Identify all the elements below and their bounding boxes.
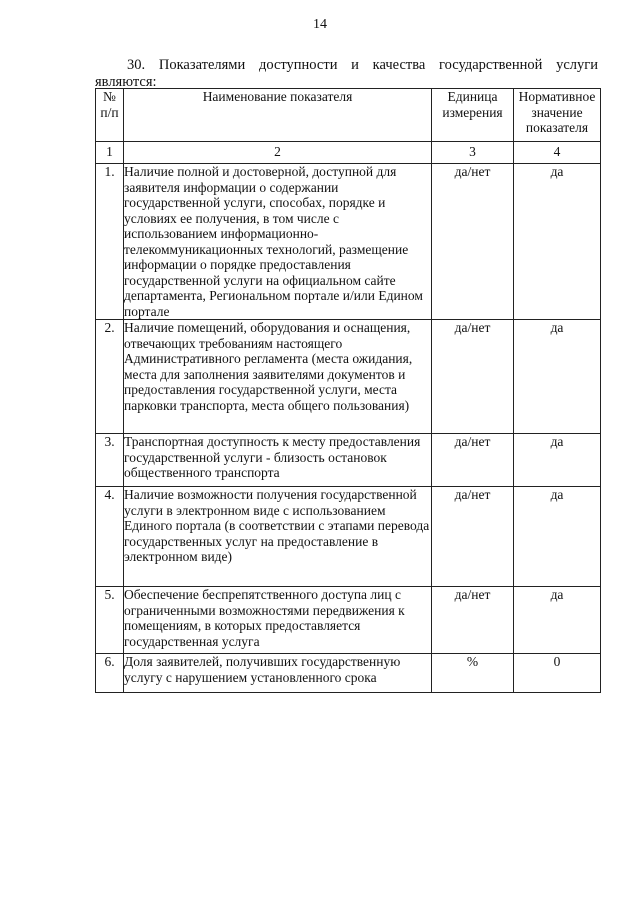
indicator-name: Обеспечение беспрепятственного доступа лиц с ограниченными возможностями передвижения к помещениям, в которых предоставляется государственная услуга xyxy=(124,587,432,654)
table-row xyxy=(96,654,601,693)
row-number: 1. xyxy=(96,164,124,320)
header-number: № п/п xyxy=(96,89,124,142)
unit-value: да/нет xyxy=(432,320,514,434)
unit-value: да/нет xyxy=(432,164,514,320)
column-number: 2 xyxy=(124,142,432,164)
indicator-name: Наличие возможности получения государственной услуги в электронном виде с использованием Единого портала (в соответствии с этапами перевода государственных услуг на предоставление в электронном виде) xyxy=(124,487,432,587)
row-number: 4. xyxy=(96,487,124,587)
row-number: 3. xyxy=(96,434,124,487)
table-row xyxy=(96,487,601,587)
norm-value: да xyxy=(514,320,601,434)
unit-value: да/нет xyxy=(432,487,514,587)
unit-value: % xyxy=(432,654,514,693)
indicator-name: Доля заявителей, получивших государственную услугу с нарушением установленного срока xyxy=(124,654,432,693)
norm-value: да xyxy=(514,434,601,487)
header-norm-value: Нормативное значение показателя xyxy=(514,89,601,142)
column-number: 3 xyxy=(432,142,514,164)
row-number: 2. xyxy=(96,320,124,434)
norm-value: да xyxy=(514,587,601,654)
intro-paragraph: 30. Показателями доступности и качества государственной услуги являются: xyxy=(95,56,598,90)
page-number: 14 xyxy=(313,17,327,32)
column-number: 4 xyxy=(514,142,601,164)
header-indicator-name: Наименование показателя xyxy=(124,89,432,142)
norm-value: да xyxy=(514,487,601,587)
table-row xyxy=(96,320,601,434)
norm-value: 0 xyxy=(514,654,601,693)
table-row xyxy=(96,164,601,320)
indicators-table xyxy=(95,88,601,693)
row-number: 6. xyxy=(96,654,124,693)
indicator-name: Наличие помещений, оборудования и оснащения, отвечающих требованиям настоящего Административного регламента (места ожидания, места для заполнения заявителями документов и предоставления государственной услуги, места парковки транспорта, места общего пользования) xyxy=(124,320,432,434)
unit-value: да/нет xyxy=(432,434,514,487)
column-numbering-row xyxy=(96,142,601,164)
column-number: 1 xyxy=(96,142,124,164)
row-number: 5. xyxy=(96,587,124,654)
header-unit: Единица измерения xyxy=(432,89,514,142)
table-row xyxy=(96,587,601,654)
indicator-name: Наличие полной и достоверной, доступной для заявителя информации о содержании государственной услуги, способах, порядке и условиях ее получения, в том числе с использованием информационно-телекоммуникационных технологий, размещение информации о порядке предоставления государственной услуги на официальном сайте департамента, Региональном портале и/или Едином портале xyxy=(124,164,432,320)
indicator-name: Транспортная доступность к месту предоставления государственной услуги - близость остановок общественного транспорта xyxy=(124,434,432,487)
table-header-row xyxy=(96,89,601,142)
unit-value: да/нет xyxy=(432,587,514,654)
norm-value: да xyxy=(514,164,601,320)
table-row xyxy=(96,434,601,487)
